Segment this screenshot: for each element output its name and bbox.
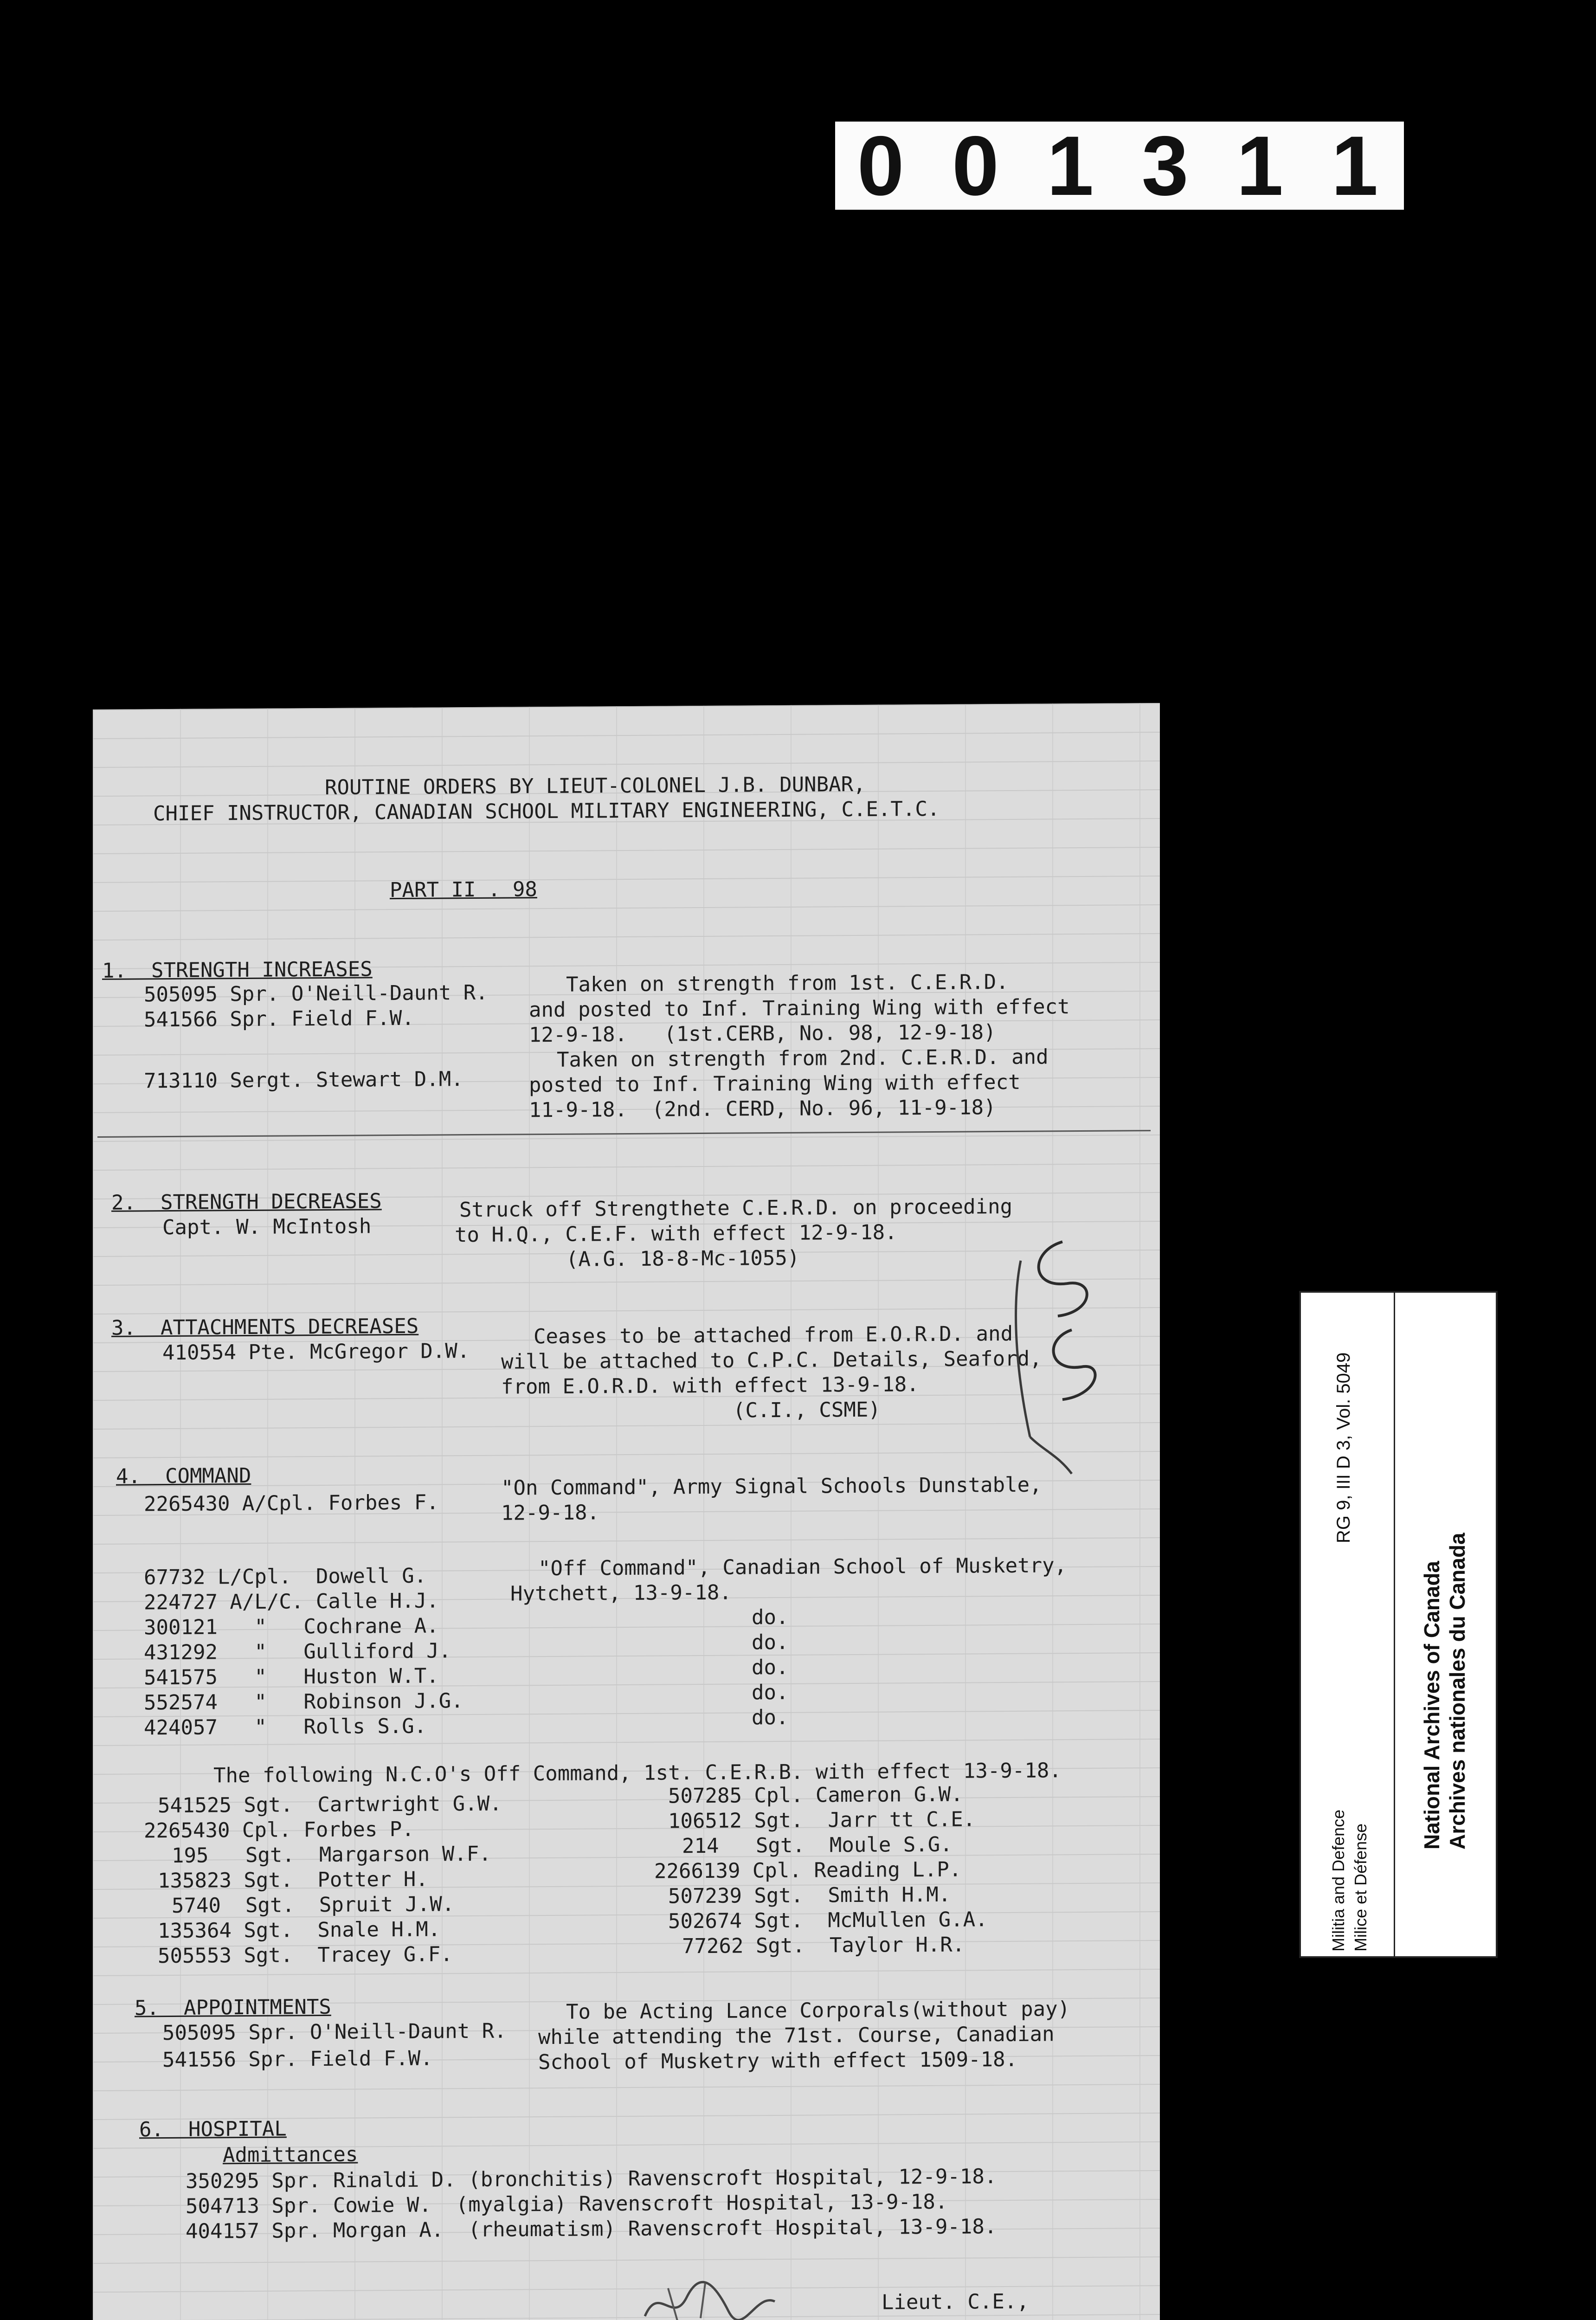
- section-5-text: To be Acting Lance Corporals(without pay): [566, 1997, 1070, 2024]
- section-1-text: Taken on strength from 2nd. C.E.R.D. and: [557, 1045, 1049, 1072]
- section-4-list-item: 300121 " Cochrane A.: [144, 1614, 439, 1640]
- left-col-entry: 135823 Sgt. Potter H.: [158, 1867, 428, 1893]
- institution-fr: Archives nationales du Canada: [1445, 1533, 1469, 1850]
- section-4-first-text: "On Command", Army Signal Schools Dunstable,: [501, 1473, 1042, 1500]
- section-5-line: 541556 Spr. Field F.W.: [162, 2046, 433, 2072]
- document-page: [93, 703, 1160, 2320]
- ditto-mark: do.: [752, 1680, 789, 1705]
- section-1-line: 505095 Spr. O'Neill-Daunt R.: [144, 980, 488, 1007]
- right-col-entry: 77262 Sgt. Taylor H.R.: [682, 1933, 965, 1959]
- section-2-text: Struck off Strengthete C.E.R.D. on proceeding: [459, 1194, 1013, 1222]
- reference-digit: 0: [952, 118, 1003, 213]
- reference-digit: 0: [857, 118, 908, 213]
- ditto-mark: do.: [752, 1630, 789, 1655]
- section-3-text: will be attached to C.P.C. Details, Seaford,: [501, 1347, 1042, 1374]
- part-number: PART II . 98: [390, 877, 537, 902]
- section-1-line: 541566 Spr. Field F.W.: [144, 1006, 414, 1032]
- section-1-text: posted to Inf. Training Wing with effect: [529, 1070, 1021, 1097]
- section-3-text: Ceases to be attached from E.O.R.D. and: [534, 1321, 1013, 1349]
- section-1-text: and posted to Inf. Training Wing with effect: [529, 995, 1070, 1022]
- section-4-list-item: 552574 " Robinson J.G.: [144, 1689, 463, 1715]
- institution-en: National Archives of Canada: [1420, 1560, 1444, 1850]
- section-3-text: (C.I., CSME): [733, 1398, 881, 1423]
- signature-scribble: [640, 2274, 779, 2320]
- right-col-entry: 507285 Cpl. Cameron G.W.: [668, 1782, 963, 1808]
- right-col-entry: 214 Sgt. Moule S.G.: [682, 1832, 952, 1858]
- hospital-entry: 404157 Spr. Morgan A. (rheumatism) Ravenscroft Hospital, 13-9-18.: [186, 2215, 997, 2243]
- signature-rank: Lieut. C.E.,: [882, 2289, 1029, 2314]
- hospital-entry: 504713 Spr. Cowie W. (myalgia) Ravenscroft Hospital, 13-9-18.: [186, 2190, 948, 2218]
- section-2-text: to H.Q., C.E.F. with effect 12-9-18.: [455, 1220, 897, 1247]
- right-col-entry: 502674 Sgt. McMullen G.A.: [668, 1908, 988, 1933]
- section-2-text: (A.G. 18-8-Mc-1055): [566, 1246, 800, 1271]
- section-4-list-item: 67732 L/Cpl. Dowell G.: [144, 1564, 427, 1590]
- section-1-text: 12-9-18. (1st.CERB, No. 98, 12-9-18): [529, 1020, 996, 1047]
- section-1-heading: 1. STRENGTH INCREASES: [102, 957, 373, 983]
- hospital-entry: 350295 Spr. Rinaldi D. (bronchitis) Ravenscroft Hospital, 12-9-18.: [186, 2165, 997, 2193]
- reference-digit: 3: [1141, 118, 1192, 213]
- section-2-heading: 2. STRENGTH DECREASES: [111, 1189, 382, 1215]
- section-4-list-text: Hytchett, 13-9-18.: [510, 1580, 732, 1606]
- reference-digit: 1: [1047, 118, 1098, 213]
- right-col-entry: 106512 Sgt. Jarr tt C.E.: [668, 1807, 976, 1833]
- right-col-entry: 2266139 Cpl. Reading L.P.: [654, 1857, 962, 1883]
- section-4-list-item: 224727 A/L/C. Calle H.J.: [144, 1589, 439, 1615]
- section-1-line: 713110 Sergt. Stewart D.M.: [144, 1067, 463, 1093]
- section-5-heading: 5. APPOINTMENTS: [135, 1995, 331, 2020]
- archive-reference: RG 9, III D 3, Vol. 5049: [1333, 1352, 1354, 1543]
- left-col-entry: 5740 Sgt. Spruit J.W.: [172, 1892, 455, 1918]
- section-4-intro: The following N.C.O's Off Command, 1st. C.E.R.B. with effect 13-9-18.: [213, 1759, 1062, 1788]
- left-col-entry: 195 Sgt. Margarson W.F.: [172, 1842, 491, 1868]
- handwritten-annotation: [1002, 1232, 1123, 1493]
- header-line-1: ROUTINE ORDERS BY LIEUT-COLONEL J.B. DUNBAR,: [325, 772, 866, 799]
- left-col-entry: 135364 Sgt. Snale H.M.: [158, 1917, 441, 1943]
- section-2-name: Capt. W. McIntosh: [162, 1214, 372, 1240]
- section-1-text: Taken on strength from 1st. C.E.R.D.: [566, 970, 1009, 997]
- section-4-list-item: 424057 " Rolls S.G.: [144, 1714, 427, 1740]
- section-3-heading: 3. ATTACHMENTS DECREASES: [111, 1314, 419, 1340]
- reference-number-label: [835, 118, 1404, 213]
- section-6-heading: 6. HOSPITAL: [139, 2117, 287, 2142]
- reference-digit: 1: [1331, 118, 1382, 213]
- left-col-entry: 541525 Sgt. Cartwright G.W.: [158, 1792, 502, 1818]
- ditto-mark: do.: [752, 1705, 789, 1730]
- section-4-first-text: 12-9-18.: [501, 1501, 599, 1525]
- department-en: Militia and Defence: [1329, 1809, 1348, 1952]
- section-4-first-name: 2265430 A/Cpl. Forbes F.: [144, 1490, 439, 1516]
- label-divider: [1394, 1293, 1395, 1956]
- header-line-2: CHIEF INSTRUCTOR, CANADIAN SCHOOL MILITARY ENGINEERING, C.E.T.C.: [153, 797, 940, 826]
- section-6-subheading: Admittances: [223, 2142, 358, 2167]
- left-col-entry: 505553 Sgt. Tracey G.F.: [158, 1942, 453, 1968]
- archive-label: [1299, 1291, 1498, 1958]
- section-5-text: while attending the 71st. Course, Canadian: [538, 2022, 1055, 2049]
- section-5-line: 505095 Spr. O'Neill-Daunt R.: [162, 2019, 507, 2045]
- right-col-entry: 507239 Sgt. Smith H.M.: [668, 1882, 951, 1908]
- section-3-text: from E.O.R.D. with effect 13-9-18.: [501, 1373, 919, 1399]
- ditto-mark: do.: [752, 1605, 789, 1630]
- section-4-list-item: 541575 " Huston W.T.: [144, 1664, 439, 1690]
- ditto-mark: do.: [752, 1655, 789, 1680]
- section-4-heading: 4. COMMAND: [116, 1463, 251, 1489]
- section-4-list-text: "Off Command", Canadian School of Musketry,: [538, 1553, 1067, 1581]
- section-1-text: 11-9-18. (2nd. CERD, No. 96, 11-9-18): [529, 1096, 996, 1122]
- left-col-entry: 2265430 Cpl. Forbes P.: [144, 1817, 414, 1843]
- section-4-list-item: 431292 " Gulliford J.: [144, 1639, 451, 1665]
- reference-digit: 1: [1236, 118, 1287, 213]
- section-3-name: 410554 Pte. McGregor D.W.: [162, 1339, 470, 1365]
- department-fr: Milice et Défense: [1351, 1823, 1370, 1952]
- section-divider: [97, 1130, 1151, 1138]
- section-5-text: School of Musketry with effect 1509-18.: [538, 2047, 1018, 2075]
